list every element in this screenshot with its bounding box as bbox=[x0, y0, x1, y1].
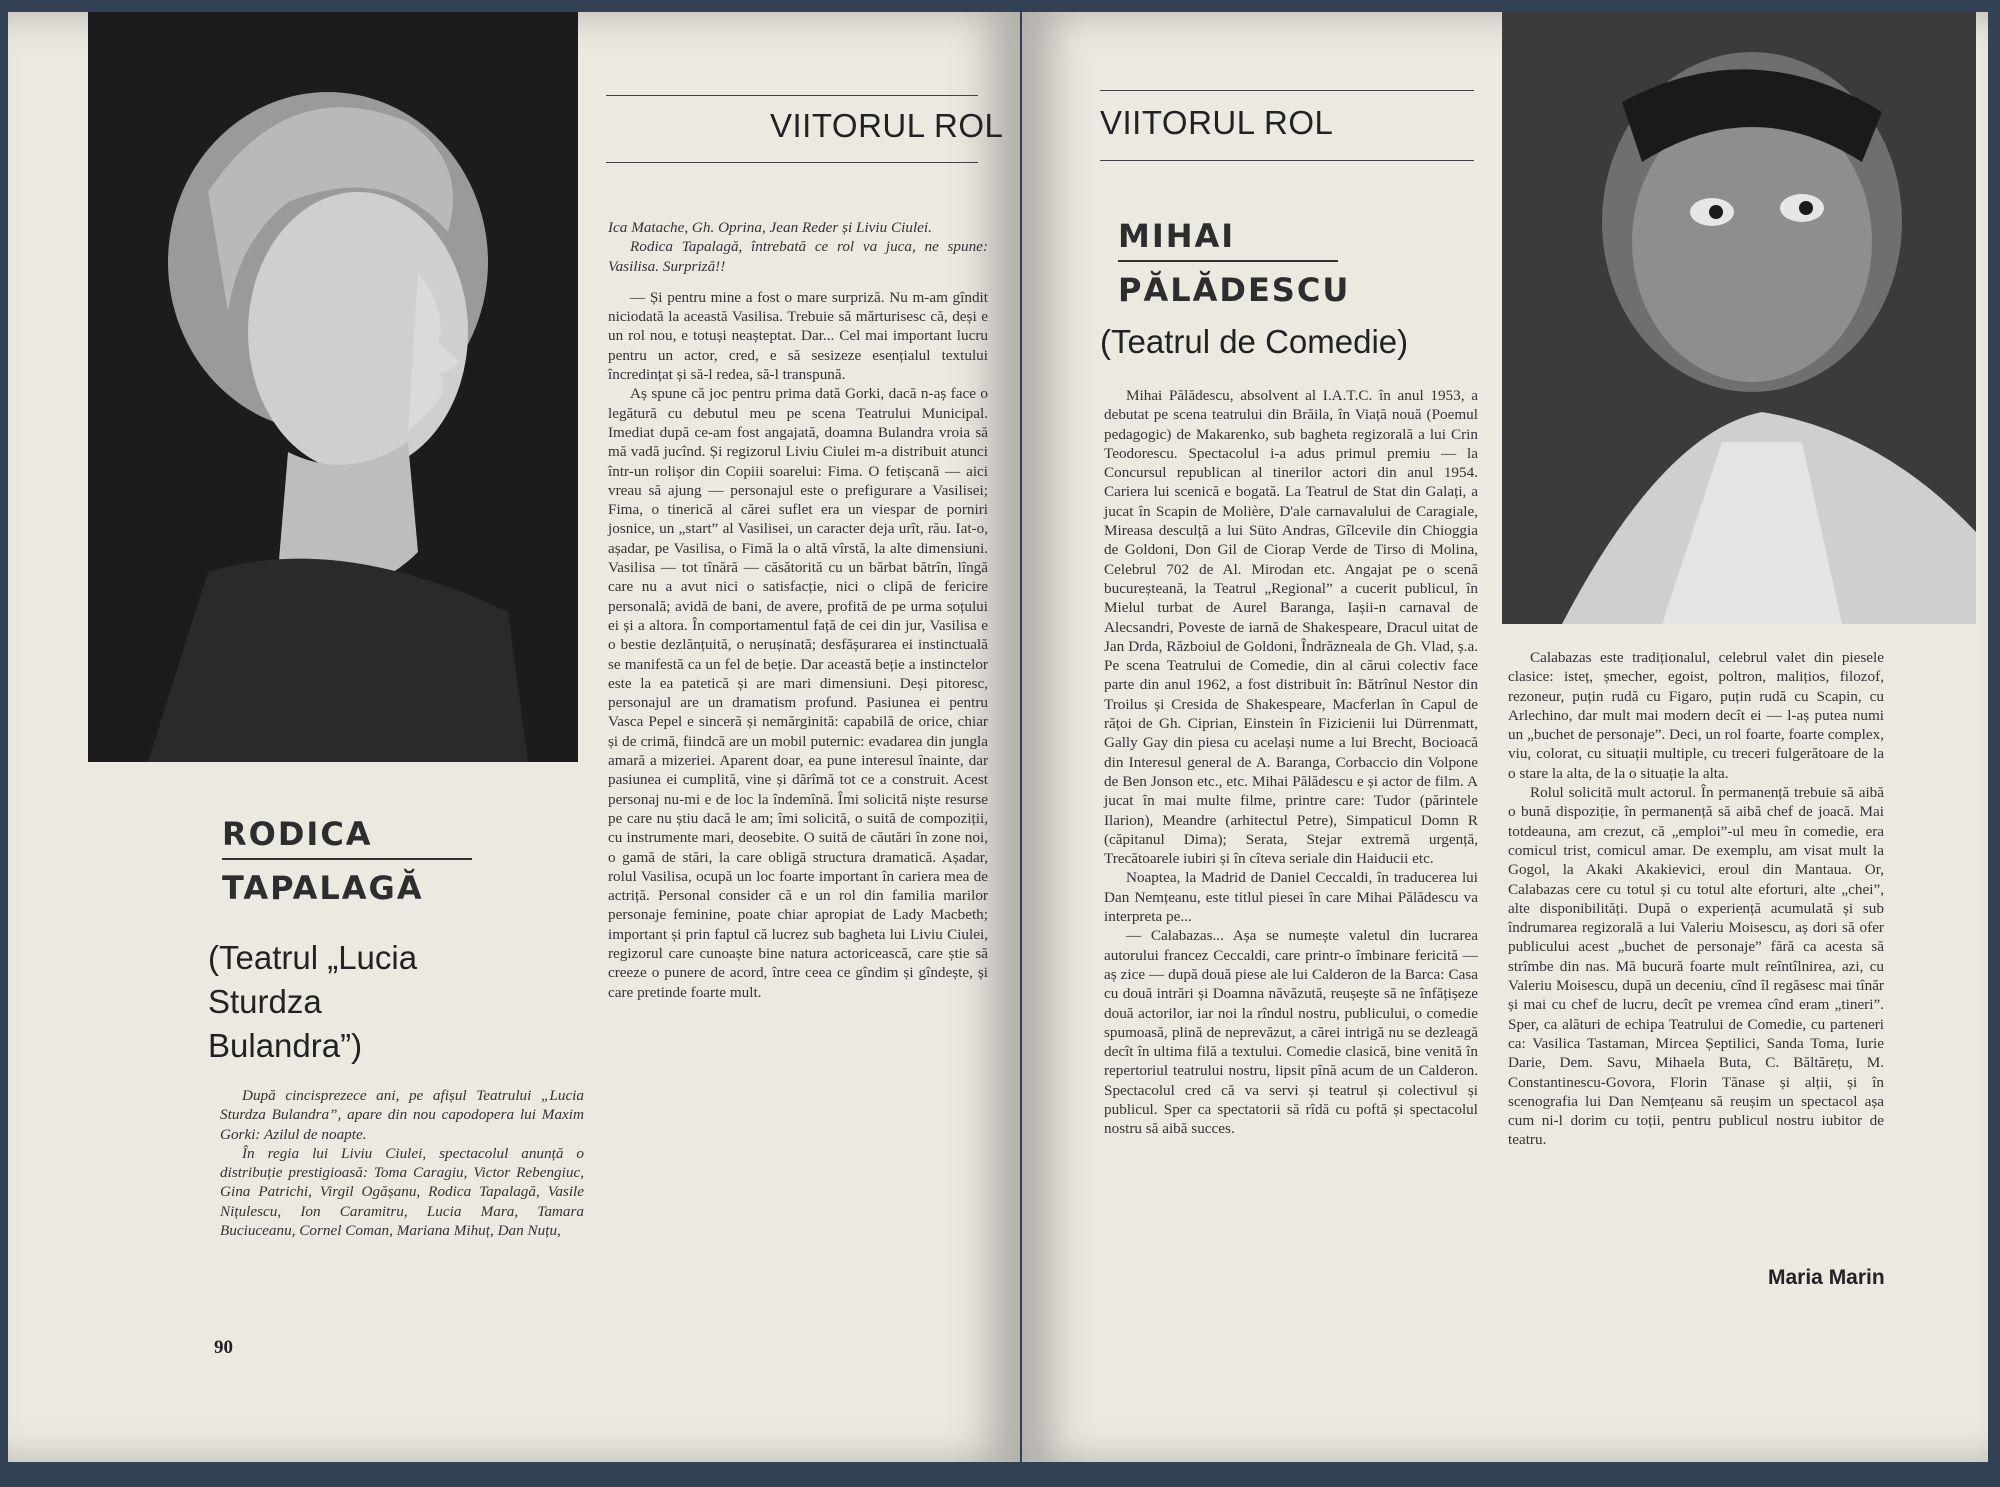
column-question: Rodica Tapalagă, întrebată ce rol va juca, ne spune: Vasilisa. Surpriză!! bbox=[608, 238, 988, 275]
column-intro: Ica Matache, Gh. Oprina, Jean Reder și Liviu Ciulei. bbox=[608, 219, 932, 236]
intro-paragraph-2: În regia lui Liviu Ciulei, spectacolul anunță o distribuție prestigioasă: Toma Caragiu, Victor Rebengiuc, Gina Patrichi, Virgil Ogășanu, Rodica Tapalagă, Vasile Nițulescu, Ion Caramitru, Lucia Mara, Tamara Buciuceanu, Cornel Coman, Mariana Mihuț, Dan Nuțu, bbox=[220, 1144, 584, 1240]
portrait-photo-mihai bbox=[1502, 12, 1976, 624]
actor-name-mihai bbox=[1118, 214, 1351, 312]
section-rule-bottom-left bbox=[606, 162, 978, 163]
section-rule-top-left bbox=[606, 95, 978, 96]
name-divider bbox=[1118, 260, 1338, 262]
article-column-right-1 bbox=[1104, 386, 1478, 1139]
column-paragraph-2: Aș spune că joc pentru prima dată Gorki, dacă n-aș face o legătură cu debutul meu pe scena Teatrului Municipal. Imediat după ce-am fost angajată, doamna Bulandra vroia să mă vadă jucînd. Și regizorul Liviu Ciulei m-a distribuit atunci într-un rolișor din Copiii soarelui: Fima. O fetișcană — aici vreau să ajung — personajul este o prefigurare a Vasilisei; Fima, o tinerică al cărei suflet era un viespar de porniri josnice, un „start” al Vasilisei, un caracter deja urît, rău. Iat-o, așadar, pe Vasilisa, o Fimă la o altă vîrstă, la alte dimensiuni. Vasilisa — tot tînără — căsătorită cu un bărbat bătrîn, lîngă care nu a avut nici o satisfacție, nici o clipă de fericire personală; avidă de bani, de avere, profită de pe urma soțului ei și a altora. În comportamentul față de cei din jur, Vasilisa e o bestie dezlănțuită, o nerușinată; desfășurarea ei instinctuală se manifestă ca un fel de beție. Dar această beție a instinctelor este la ea patetică și are mari dimensiuni. Deși pitoresc, personajul are un dramatism profund. Pasiunea ei pentru Vasca Pepel e sinceră și nemărginită: capabilă de orice, chiar și de crimă, fiindcă are un mobil puternic: evadarea din jungla amară a mizeriei. Aparent doar, ea pune interesul înainte, dar pasiunea ei cumplită, vine și dărîmă tot ce a construit. Acest personaj nu-mi e de loc la îndemînă. Îmi solicită niște resurse pe care nu știu dacă le am; îmi solicită, o suită de compoziții, cu instrumente mari, deosebite. O suită de căutări în zone noi, o gamă de stări, la care obligă structura dramatică. Așadar, rolul Vasilisa, ocupă un loc foarte important în cariera mea de actriță. Personal consider că e un rol din familia marilor personaje feminine, poate chiar apropiat de Lady Macbeth; important și prin faptul că lucrez sub bagheta lui Liviu Ciulei, regizorul care cunoaște bine natura actoricească, care știe să creeze o punere de acord, între ceea ce gîndim și gîndește, și care pretinde foarte mult. bbox=[608, 385, 988, 1001]
portrait-photo-rodica bbox=[88, 12, 578, 762]
actor-first-name: RODICA bbox=[222, 815, 373, 853]
theatre-name-left: (Teatrul „Lucia Sturdza Bulandra”) bbox=[208, 939, 418, 1064]
actor-last-name: PĂLĂDESCU bbox=[1118, 271, 1351, 309]
intro-column-left bbox=[220, 1086, 584, 1240]
section-title-right: VIITORUL ROL bbox=[1100, 104, 1334, 141]
right2-paragraph-2: Rolul solicită mult actorul. În permanență trebuie să aibă o bună dispoziție, în permanență să aibă chef de joacă. Mai totdeauna, am crezut, că „emploi”-ul meu în comedie, era comicul trist, comicul amar. De exemplu, am visat mult la Gogol, la Akaki Akakievici, eroul din Mantaua. Or, Calabazas cere cu totul și cu totul alte eforturi, alte „chei”, alte disponibilități. După o experiență acumulată și sub îndrumarea regizorală a lui Valeriu Moisescu, aș dori să ofer publicului acest „buchet de personaje” fără ca acesta să strîmbe din nas. Mă bucură foarte mult reîntîlnirea, azi, cu Valeriu Moisescu, după un deceniu, cînd îl regăsesc mai tînăr și mai cu chef de lucru, decît pe vremea cînd eram „tineri”. Sper, ca alături de echipa Teatrului de Comedie, cu parteneri ca: Vasilica Tastaman, Mircea Șeptilici, Sanda Toma, Iurie Darie, Dem. Savu, Mihaela Buta, C. Băltărețu, M. Constantinescu-Govora, Florin Tănase și alții, și în scenografia lui Dan Nemțeanu să reușim un spectacol așa cum ni-l dorim cu toții, pentru publicul nostru iubitor de teatru. bbox=[1508, 784, 1884, 1149]
article-column-left bbox=[608, 218, 988, 1002]
section-title-left: VIITORUL ROL bbox=[770, 107, 1004, 144]
name-divider bbox=[222, 858, 472, 860]
actor-last-name: TAPALAGĂ bbox=[222, 869, 424, 907]
page-number: 90 bbox=[214, 1337, 233, 1358]
right2-paragraph-1: Calabazas este tradiționalul, celebrul valet din piesele clasice: isteț, șmecher, egoist, poltron, malițios, filozof, rezoneur, puțin rudă cu Figaro, puțin rudă cu Scapin, cu Arlechino, dar mult mai modern decît ei — l-aș putea numi un „buchet de personaje”. Deci, un rol foarte, foarte complex, viu, colorat, cu situații multiple, cu treceri fulgerătoare de la o stare la alta, de la o situație la alta. bbox=[1508, 649, 1884, 782]
actor-name-rodica bbox=[222, 812, 472, 910]
article-column-right-2 bbox=[1508, 648, 1884, 1150]
section-rule-top-right bbox=[1100, 90, 1474, 91]
right-paragraph-3: — Calabazas... Așa se numește valetul din lucrarea autorului francez Ceccaldi, care printr-o îmbinare fericită — aș zice — după două piese ale lui Calderon de la Barca: Casa cu două intrări și Doamna năvăzută, reușește să ne înfățișeze două actorilor, iar noi la rîndul nostru, publicului, o comedie spumoasă, plină de neprevăzut, a cărei intrigă nu se dezleagă decît în ultima filă a textului. Comedie clasică, bine venită în repertoriul teatrului nostru, lipsit pînă acum de un Calderon. Spectacolul cred că va servi și teatrul și colectivul și publicul. Sper ca spectatorii să rîdă cu poftă și spectacolul nostru să aibă succes. bbox=[1104, 927, 1478, 1138]
right-paragraph-1: Mihai Pălădescu, absolvent al I.A.T.C. în anul 1953, a debutat pe scena teatrului din Brăila, în Viață nouă (Poemul pedagogic) de Makarenko, sub bagheta regizorală a lui Crin Teodorescu. Spectacolul i-a adus primul premiu — la Concursul republican al tinerilor actori din anul 1954. Cariera lui scenică e bogată. La Teatrul de Stat din Galați, a jucat în Scapin de Molière, D'ale carnavalului de Caragiale, Mireasa desculță a lui Süto Andras, Gîlcevile din Chioggia de Goldoni, Don Gil de Ciorap Verde de Tirso di Molina, Celebrul 702 de Al. Mirodan etc. Angajat pe o scenă bucureșteană, la Teatrul „Regional” a cucerit publicul, în Mielul turbat de Aurel Baranga, Iașii-n carnaval de Alecsandri, Poveste de iarnă de Shakespeare, Dracul uitat de Jan Drda, Războiul de Goldoni, Îndrăzneala de Gh. Vlad, ș.a. Pe scena Teatrului de Comedie, din al cărui colectiv face parte din anul 1962, a fost distribuit în: Bătrînul Nestor din Troilus și Cresida de Shakespeare, Macferlan în Capul de rățoi de Gh. Ciprian, Einstein în Fizicienii lui Dürrenmatt, Gally Gay din piesa cu același nume a lui Brecht, Bocioacă din Interesul general de A. Baranga, Corbaccio din Volpone de Ben Jonson etc., etc. Mihai Pălădescu e și actor de film. A jucat în mai multe filme, printre care: Tudor (părintele Ilarion), Meandre (arhitectul Petre), Simpaticul Domn R (căpitanul Dima); Serata, Stejar extremă urgență, Trecătoarele iubiri și în cîteva seriale din Haiducii etc. bbox=[1104, 387, 1478, 868]
intro-paragraph-1: După cincisprezece ani, pe afișul Teatrului „Lucia Sturdza Bulandra”, apare din nou capodopera lui Maxim Gorki: Azilul de noapte. bbox=[220, 1087, 584, 1143]
right-paragraph-2: Noaptea, la Madrid de Daniel Ceccaldi, în traducerea lui Dan Nemțeanu, este titlul piesei în care Mihai Pălădescu va interpreta pe... bbox=[1104, 869, 1478, 926]
column-paragraph-1: — Și pentru mine a fost o mare surpriză. Nu m-am gîndit niciodată la această Vasilisa. Trebuie să mărturisesc că, deși e un rol nou, e totuși neașteptat. Dar... Cel mai important lucru pentru un actor, cred, e să sesizeze esențialul textului încredințat și să-l redea, să-l transpună. bbox=[608, 288, 988, 384]
actor-first-name: MIHAI bbox=[1118, 217, 1236, 255]
section-rule-bottom-right bbox=[1100, 160, 1474, 161]
theatre-name-right: (Teatrul de Comedie) bbox=[1100, 323, 1409, 360]
author-signature: Maria Marin bbox=[1768, 1266, 1885, 1289]
